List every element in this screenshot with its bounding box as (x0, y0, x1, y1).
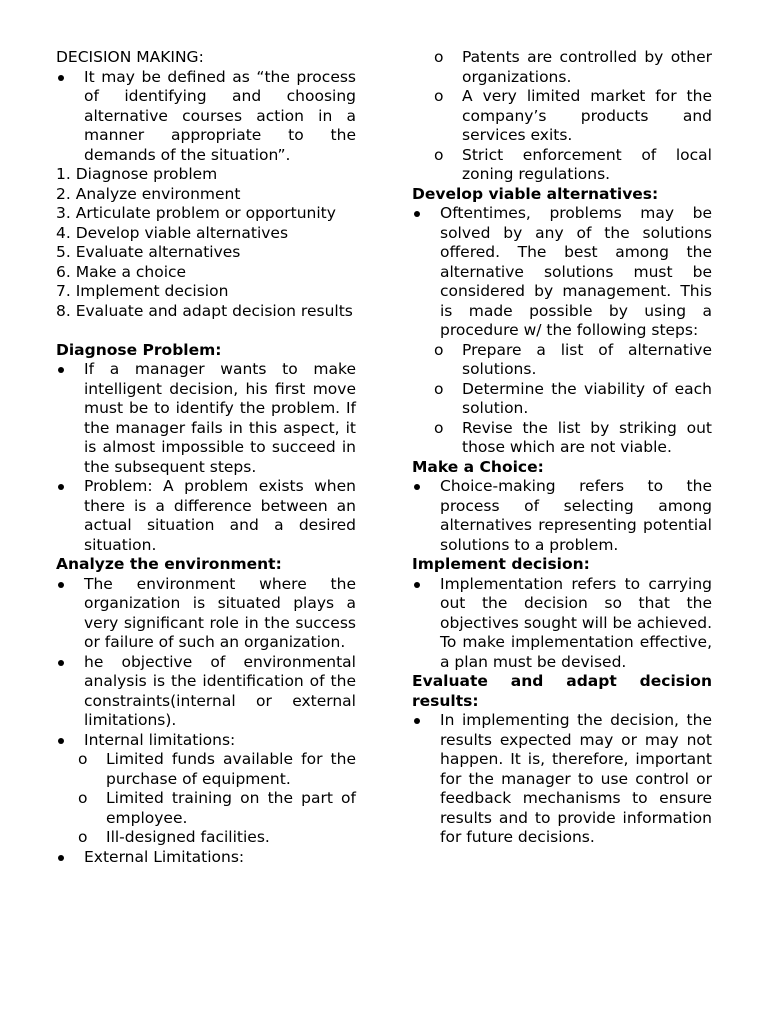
external-limitation-item: o Strict enforcement of local zoning regulations. (412, 146, 712, 185)
external-limitation-item: o A very limited market for the company’s products and services exits. (412, 87, 712, 146)
right-column (412, 48, 712, 848)
step-item: 7. Implement decision (56, 282, 229, 300)
section-heading-choice: Make a Choice: (412, 457, 544, 476)
step-item: 1. Diagnose problem (56, 165, 218, 183)
internal-limitation-item: o Limited training on the part of employee. (56, 789, 356, 828)
develop-step-item: o Determine the viability of each solution. (412, 380, 712, 419)
section-heading-develop: Develop viable alternatives: (412, 184, 659, 203)
evaluate-bullet: In implementing the decision, the results expected may or may not happen. It is, therefore, important for the manager to use control or feedback mechanisms to ensure results and to provide information for future decisions. (412, 711, 712, 848)
analyze-bullet: The environment where the organization is situated plays a very significant role in the success or failure of such an organization. (56, 575, 356, 653)
step-item: 4. Develop viable alternatives (56, 223, 289, 242)
internal-limitation-item: o Ill-designed facilities. (56, 828, 356, 848)
diagnose-bullet: If a manager wants to make intelligent decision, his first move must be to identify the problem. If the manager fails in this aspect, it is almost impossible to succeed in the subsequent steps. (56, 360, 356, 477)
document-title: DECISION MAKING: (56, 48, 204, 66)
blank-line (56, 321, 356, 341)
diagnose-bullet: Problem: A problem exists when there is a difference between an actual situation and a desired situation. (56, 477, 356, 555)
left-column (56, 48, 356, 867)
external-limitation-item: o Patents are controlled by other organizations. (412, 48, 712, 87)
section-heading-evaluate: Evaluate and adapt decision results: (412, 672, 712, 710)
step-item: 3. Articulate problem or opportunity (56, 204, 336, 222)
step-item: 8. Evaluate and adapt decision results (56, 301, 353, 320)
step-item: 5. Evaluate alternatives (56, 243, 241, 261)
implement-bullet: Implementation refers to carrying out the decision so that the objectives sought will be achieved. To make implementation effective, a plan must be devised. (412, 575, 712, 673)
step-item: 6. Make a choice (56, 262, 187, 281)
develop-bullet: Oftentimes, problems may be solved by any of the solutions offered. The best among the alternative solutions must be considered by management. This is made possible by using a procedure w/ the following steps: (412, 204, 712, 341)
develop-step-item: o Revise the list by striking out those which are not viable. (412, 419, 712, 458)
external-limitations-label: External Limitations: (56, 848, 356, 868)
choice-bullet: Choice-making refers to the process of selecting among alternatives representing potential solutions to a problem. (412, 477, 712, 555)
definition-bullet: It may be defined as “the process of identifying and choosing alternative courses action in a manner appropriate to the demands of the situation”. (56, 68, 356, 166)
section-heading-implement: Implement decision: (412, 555, 590, 573)
develop-step-item: o Prepare a list of alternative solutions. (412, 341, 712, 380)
internal-limitations-label: Internal limitations: (56, 731, 356, 751)
analyze-bullet: he objective of environmental analysis is the identification of the constraints(internal or external limitations). (56, 653, 356, 731)
step-item: 2. Analyze environment (56, 184, 241, 203)
section-heading-analyze: Analyze the environment: (56, 555, 282, 573)
section-heading-diagnose: Diagnose Problem: (56, 340, 222, 359)
internal-limitation-item: o Limited funds available for the purchase of equipment. (56, 750, 356, 789)
